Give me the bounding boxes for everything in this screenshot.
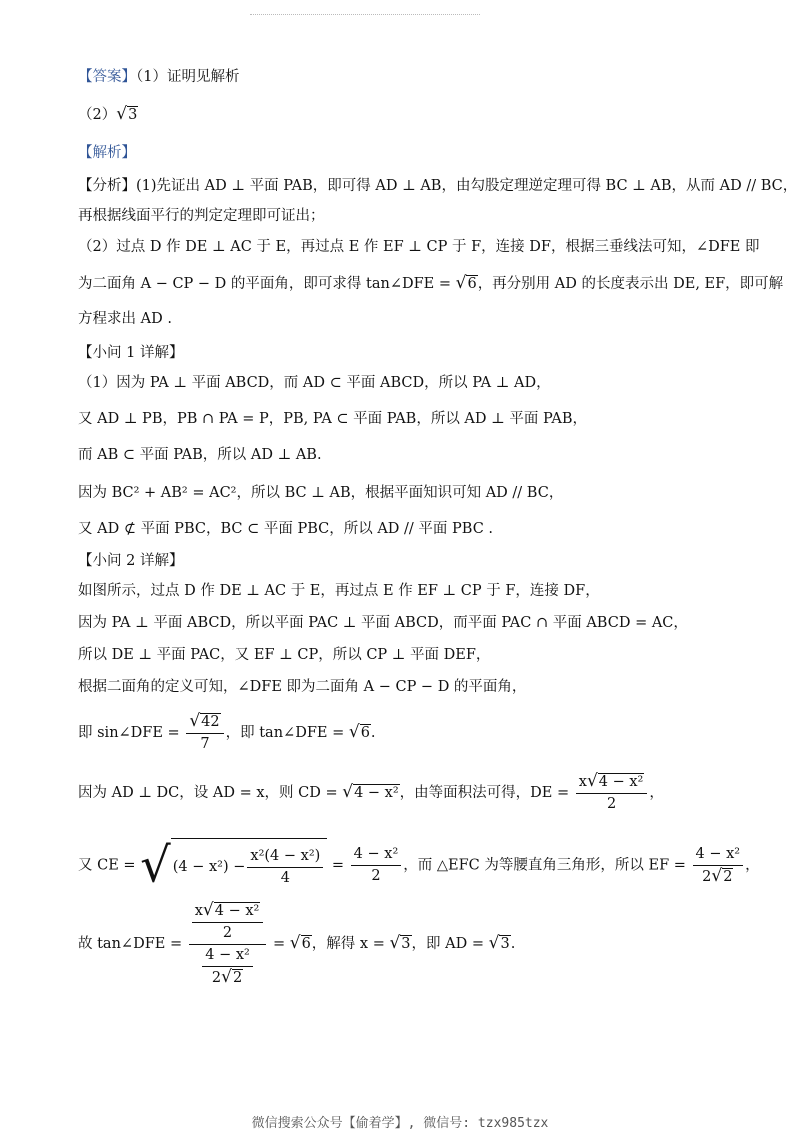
q1-line4: 因为 BC² + AB² = AC²，所以 BC ⊥ AB，根据平面知识可知 AD // BC， [78, 485, 564, 501]
q2-line1: 如图所示，过点 D 作 DE ⊥ AC 于 E，再过点 E 作 EF ⊥ CP 于 F，连接 DF， [78, 583, 600, 599]
answer-tag: 【答案】 [78, 69, 136, 85]
fenxi-line4: 为二面角 A − CP − D 的平面角，即可求得 tan∠DFE = √6，再分别用 AD 的长度表示出 DE, EF，即可解 [78, 273, 784, 293]
answer-part2-line [78, 103, 760, 126]
q1-line5: 又 AD ⊄ 平面 PBC，BC ⊂ 平面 PBC，所以 AD // 平面 PBC . [78, 521, 494, 537]
analysis-tag: 【解析】 [78, 145, 136, 161]
answer-part2-prefix: （2） [78, 107, 117, 123]
q1-line2: 又 AD ⊥ PB，PB ∩ PA = P，PB, PA ⊂ 平面 PAB，所以 AD ⊥ 平面 PAB， [78, 411, 588, 427]
answer-part1: （1）证明见解析 [136, 69, 240, 85]
fenxi-tag: 【分析】 [78, 178, 136, 194]
q1-line3: 而 AB ⊂ 平面 PAB，所以 AD ⊥ AB. [78, 447, 322, 463]
fenxi-line1: 【分析】(1)先证出 AD ⊥ 平面 PAB，即可得 AD ⊥ AB，由勾股定理逆定理可得 BC ⊥ AB，从而 AD // BC， [78, 178, 798, 194]
q2-line7: 又 CE = √ (4 − x²) − $\frac{\text{x²(4 − x²)}}{4}$ = $\frac{\text{4 − x²}}{2}$ ，而 △EFC 为等腰直角三角形，所以 EF = $\frac{\text{4 − x²}}{2√2}$ ， [78, 837, 760, 894]
fenxi-line5: 方程求出 AD . [78, 311, 172, 327]
fenxi-line2: 再根据线面平行的判定定理即可证出； [78, 208, 325, 224]
q2-line6: 因为 AD ⊥ DC，设 AD = x，则 CD = √4 − x²，由等面积法可得，DE = $\frac{\text{x√4 − x²}}{2}$ ， [78, 771, 664, 812]
footer-watermark: 微信搜索公众号【偷着学】, 微信号: tzx985tzx [251, 1116, 549, 1131]
header-artifact [250, 14, 480, 21]
q2-tag: 【小问 2 详解】 [78, 553, 184, 569]
q2-line8: 故 tan∠DFE = $\frac{\frac{\text{x√4 − x²}}{2}}{\frac{\text{4 − x²}}{2√2}}$ = √6，解得 x = √3，即 AD = √3. [78, 899, 516, 987]
q2-line5: 即 sin∠DFE = $\frac{√42}{7}$ ，即 tan∠DFE = √6. [78, 711, 376, 752]
q2-line4: 根据二面角的定义可知，∠DFE 即为二面角 A − CP − D 的平面角， [78, 679, 527, 695]
q1-line1: （1）因为 PA ⊥ 平面 ABCD，而 AD ⊂ 平面 ABCD，所以 PA ⊥ AD， [78, 375, 551, 391]
answer-part2-root: √3 [116, 104, 138, 124]
answer-part1-line [78, 66, 760, 88]
fenxi-line3: （2）过点 D 作 DE ⊥ AC 于 E，再过点 E 作 EF ⊥ CP 于 F，连接 DF，根据三垂线法可知，∠DFE 即 [78, 239, 760, 255]
q2-line2: 因为 PA ⊥ 平面 ABCD，所以平面 PAC ⊥ 平面 ABCD，而平面 PAC ∩ 平面 ABCD = AC， [78, 615, 688, 631]
q1-tag: 【小问 1 详解】 [78, 345, 184, 361]
q2-line3: 所以 DE ⊥ 平面 PAC，又 EF ⊥ CP，所以 CP ⊥ 平面 DEF， [78, 647, 491, 663]
